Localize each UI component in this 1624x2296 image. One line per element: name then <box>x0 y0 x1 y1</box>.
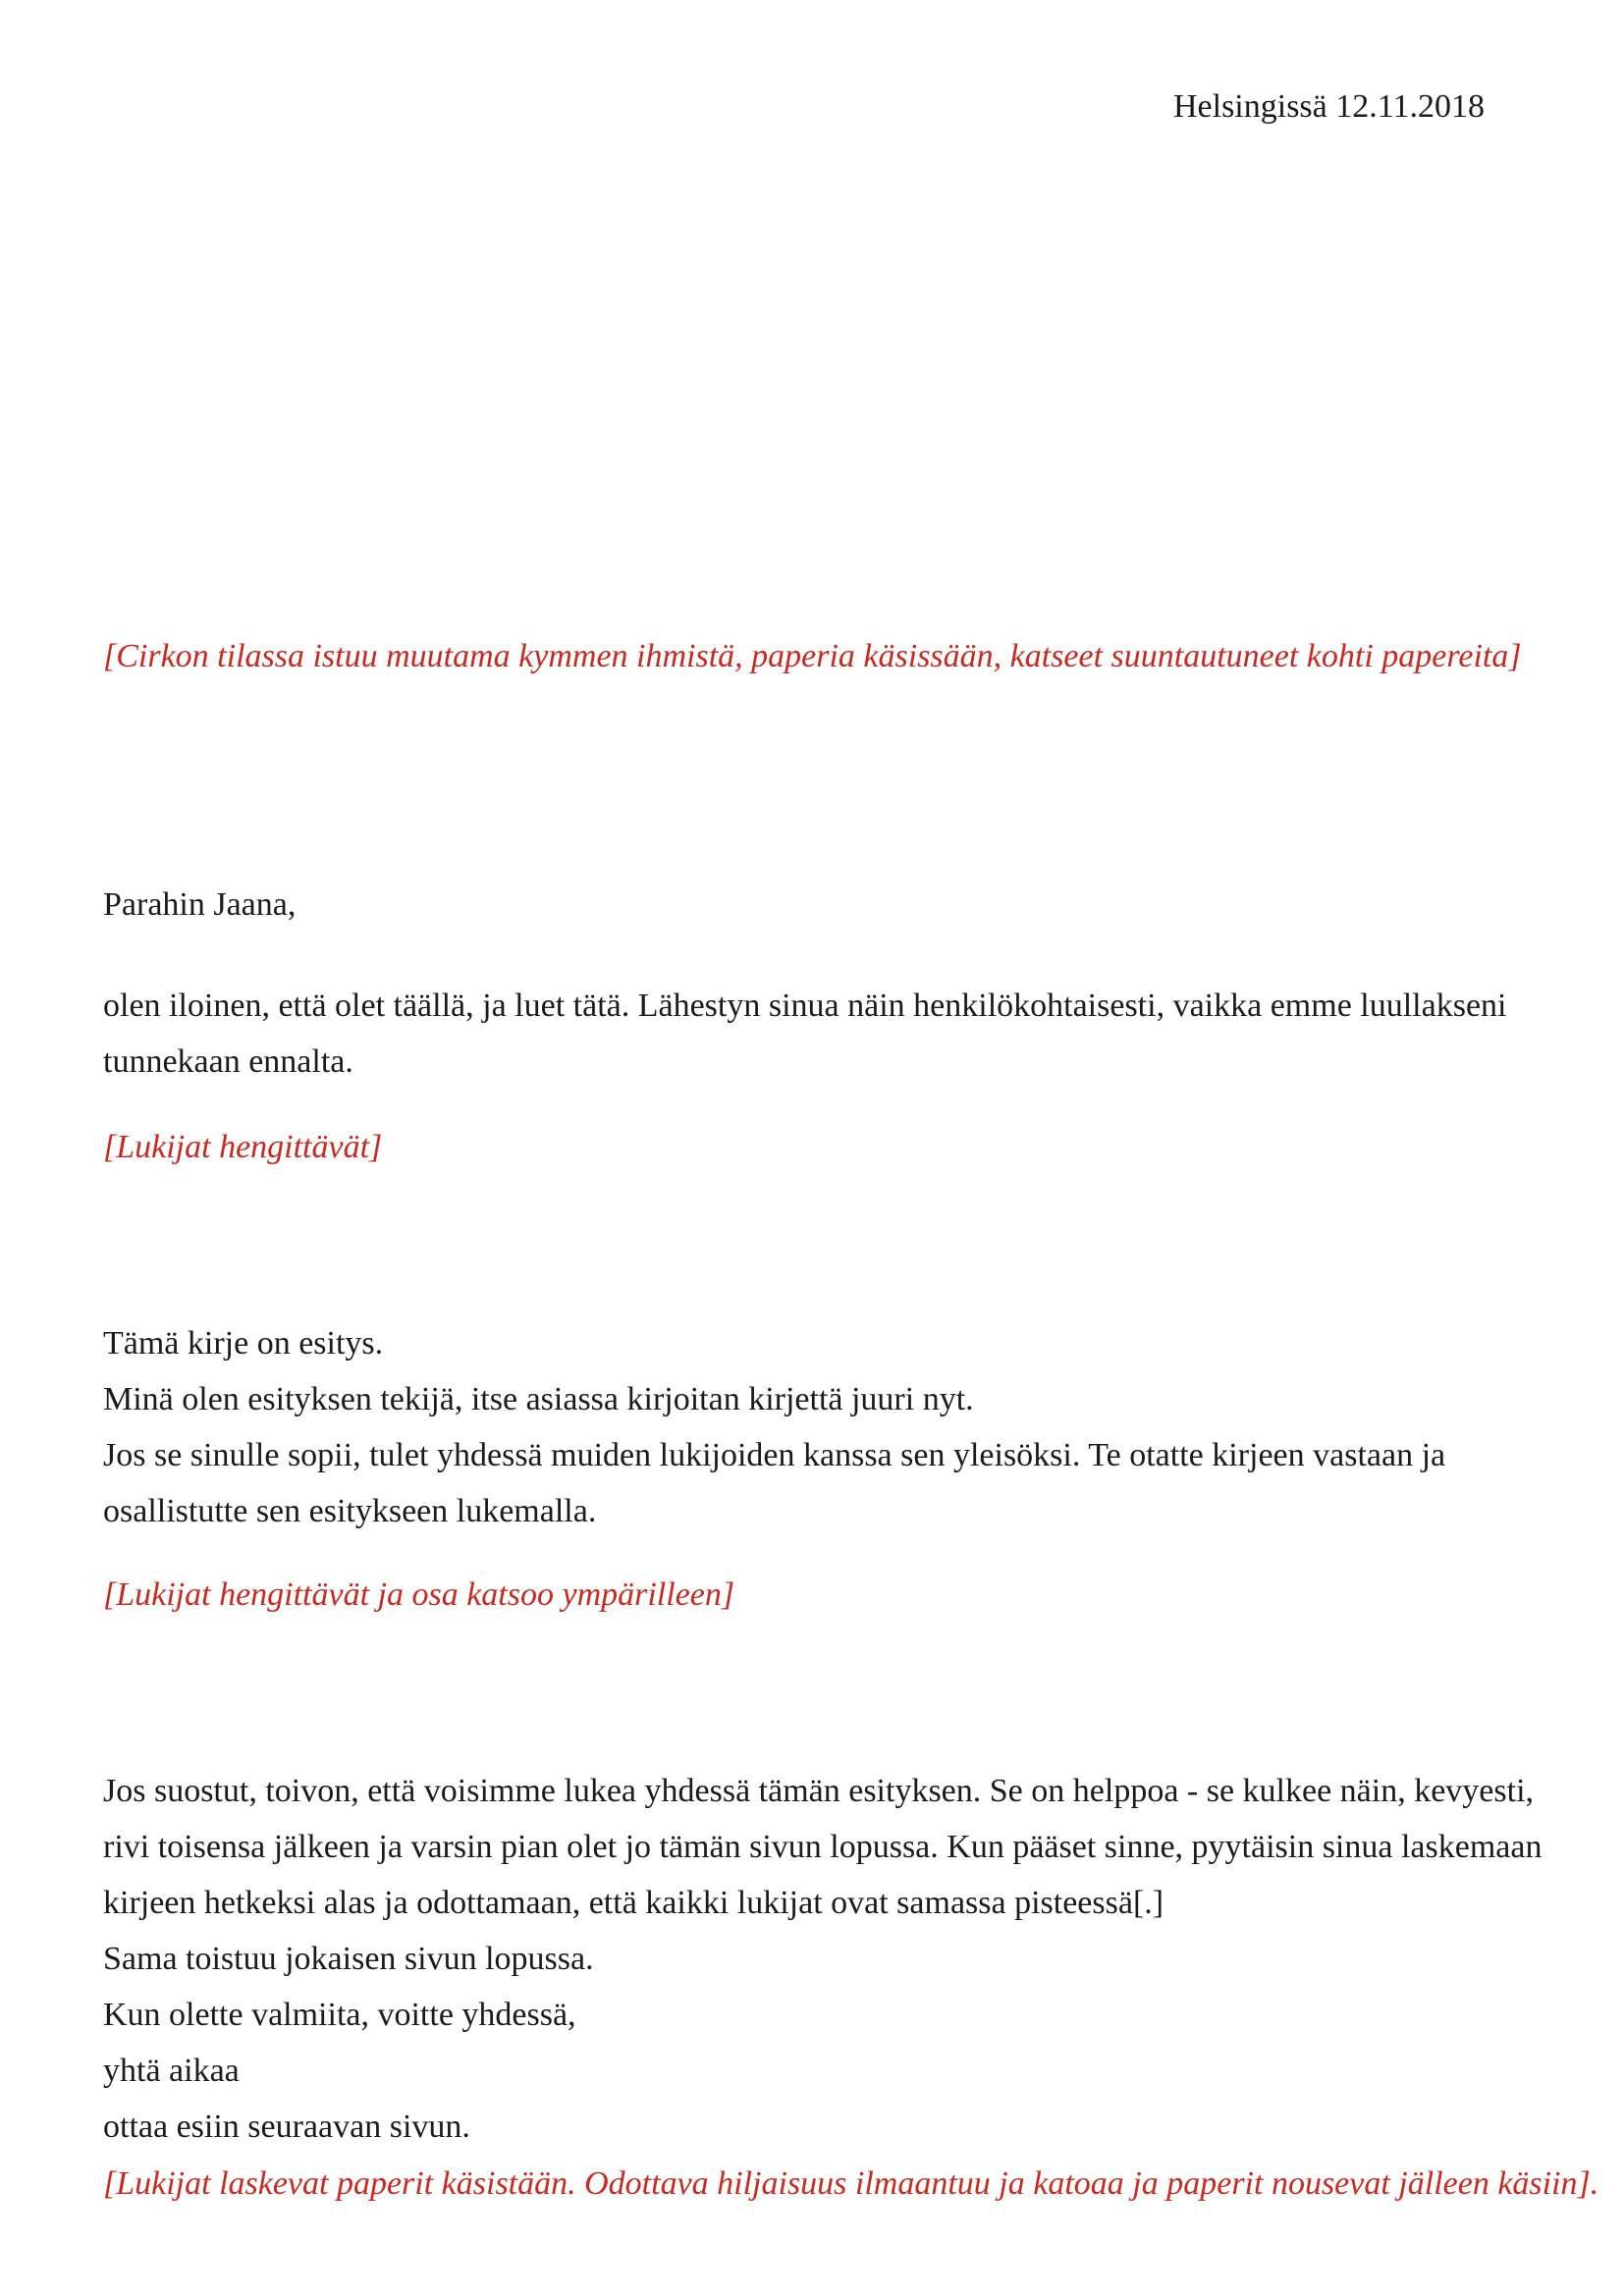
dateline: Helsingissä 12.11.2018 <box>1172 88 1485 125</box>
paragraph-line: ottaa esiin seuraavan sivun. <box>103 2109 470 2145</box>
stage-direction-text: [Lukijat hengittävät] <box>103 1129 383 1165</box>
paragraph-line: Jos suostut, toivon, että voisimme lukea yhdessä tämän esityksen. Se on helppoa - se kulkee näin, kevyesti, <box>103 1773 1535 1809</box>
paragraph-introduction <box>103 1315 1536 1539</box>
stage-direction-breath-1 <box>103 1119 1536 1175</box>
paragraph-line: olen iloinen, että olet täällä, ja luet tätä. Lähestyn sinua näin henkilökohtaisesti, vaikka emme luullakseni <box>103 988 1507 1024</box>
salutation: Parahin Jaana, <box>103 886 297 923</box>
paragraph-line: tunnekaan ennalta. <box>103 1043 353 1080</box>
paragraph-line: kirjeen hetkeksi alas ja odottamaan, että kaikki lukijat ovat samassa pisteessä[.] <box>103 1885 1164 1921</box>
paragraph-line: Kun olette valmiita, voitte yhdessä, <box>103 1997 576 2033</box>
stage-direction-text: [Lukijat laskevat paperit käsistään. Odottava hiljaisuus ilmaantuu ja katoaa ja paperit nousevat jälleen käsiin]. <box>103 2165 1599 2202</box>
paragraph-line: Tämä kirje on esitys. <box>103 1325 384 1362</box>
stage-direction-text: [Cirkon tilassa istuu muutama kymmen ihmistä, paperia käsissään, katseet suuntautuneet kohti papereita] <box>103 638 1522 674</box>
stage-direction-breath-2 <box>103 1567 1536 1623</box>
paragraph-instructions <box>103 1763 1543 2155</box>
paragraph-line: rivi toisensa jälkeen ja varsin pian olet jo tämän sivun lopussa. Kun pääset sinne, pyytäisin sinua laskemaan <box>103 1829 1543 1865</box>
stage-direction-closing <box>103 2156 1599 2212</box>
paragraph-line: osallistutte sen esitykseen lukemalla. <box>103 1493 597 1529</box>
stage-direction-opening <box>103 628 1536 684</box>
paragraph-line: Minä olen esityksen tekijä, itse asiassa kirjoitan kirjettä juuri nyt. <box>103 1381 974 1417</box>
paragraph-line: Jos se sinulle sopii, tulet yhdessä muiden lukijoiden kanssa sen yleisöksi. Te otatte kirjeen vastaan ja <box>103 1437 1446 1473</box>
paragraph-greeting <box>103 978 1536 1090</box>
paragraph-line: yhtä aikaa <box>103 2053 240 2089</box>
stage-direction-text: [Lukijat hengittävät ja osa katsoo ympärilleen] <box>103 1576 735 1613</box>
paragraph-line: Sama toistuu jokaisen sivun lopussa. <box>103 1941 594 1977</box>
